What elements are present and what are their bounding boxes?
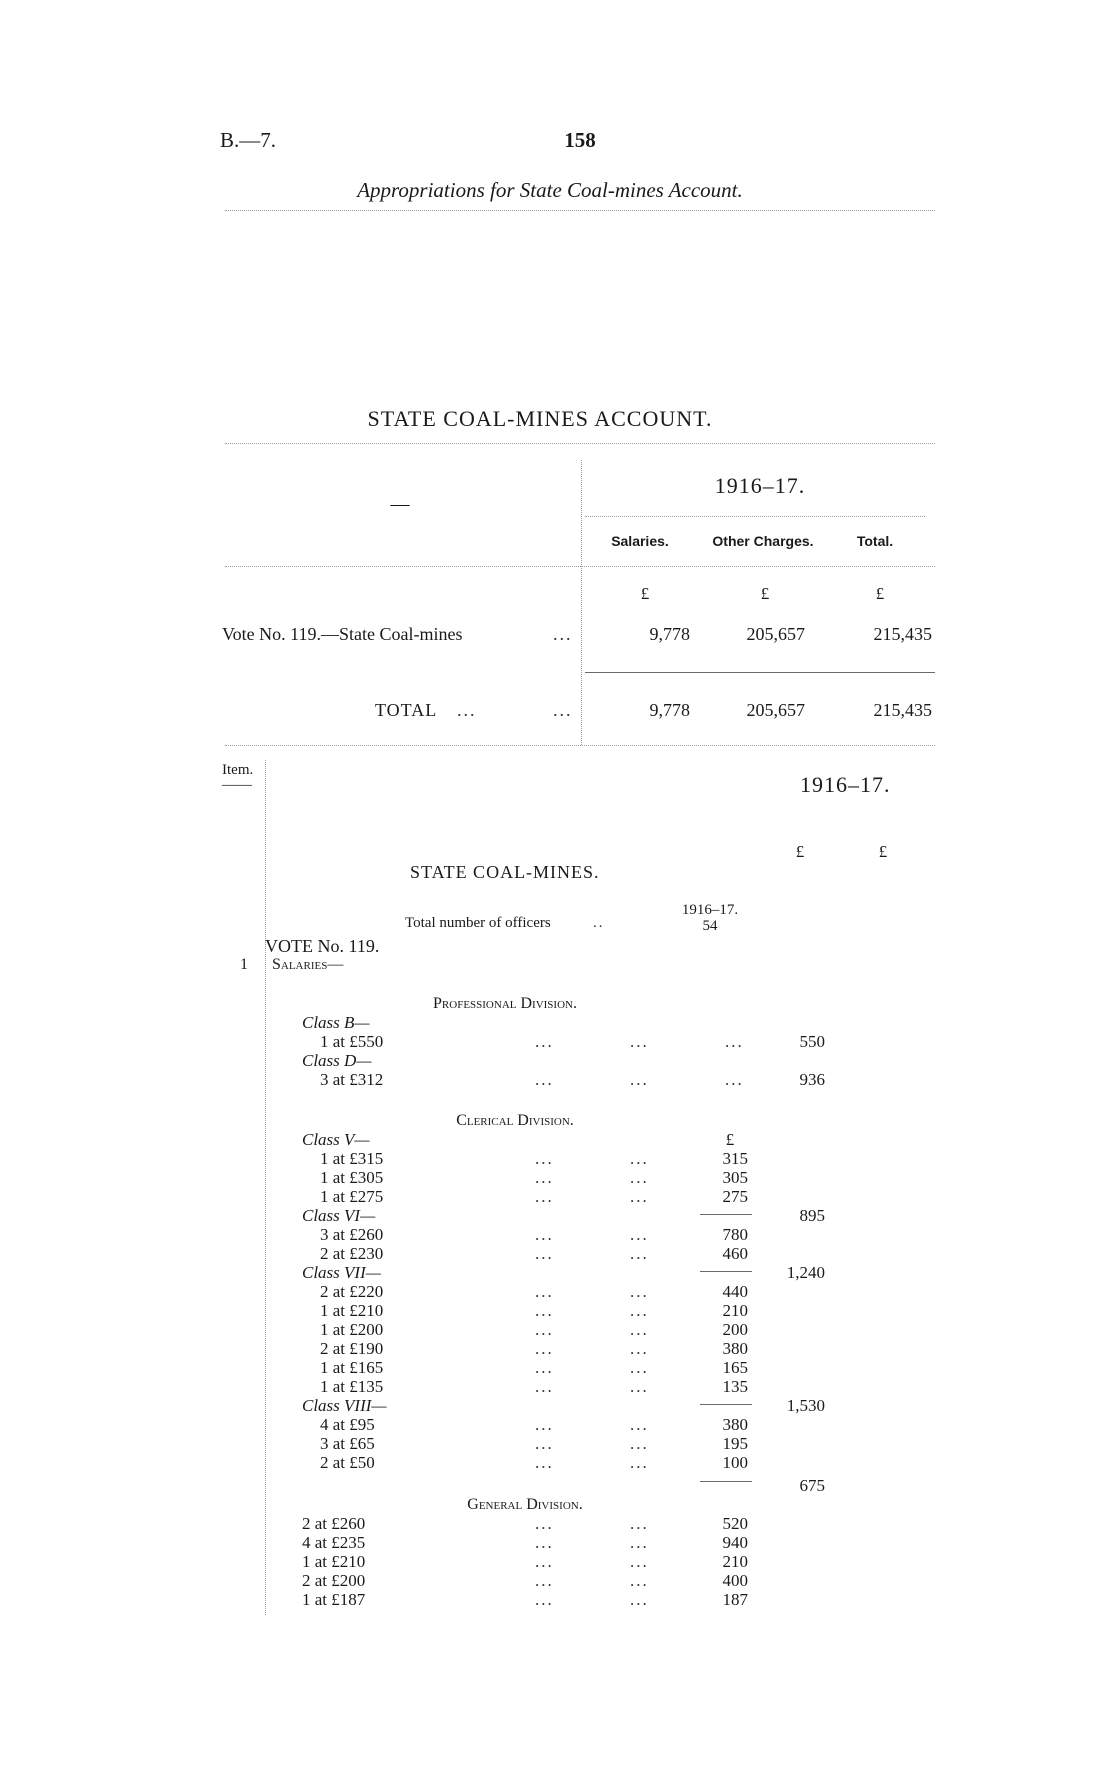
- summary-stub-divider: [581, 460, 582, 745]
- dot-leader: ...: [630, 1282, 649, 1301]
- page-number: 158: [564, 128, 596, 152]
- clerical-heading: Clerical Division.: [456, 1112, 574, 1129]
- class-b-leader-1: ...: [535, 1032, 554, 1051]
- dot-leader: ...: [630, 1514, 649, 1533]
- dot-leader: ...: [535, 1358, 554, 1377]
- currency-total: £: [875, 584, 885, 603]
- class-vii-line-4: 2 at £190: [320, 1339, 384, 1358]
- class-vi-total: 1,240: [786, 1263, 825, 1282]
- class-vii-subtotal-rule: [700, 1404, 752, 1405]
- dot-leader: ...: [535, 1301, 554, 1320]
- class-vii-amount-6: 135: [722, 1377, 748, 1396]
- class-vii-amount-1: 440: [722, 1282, 748, 1301]
- class-vi-line-2: 2 at £230: [320, 1244, 384, 1263]
- dot-leader: ...: [630, 1187, 649, 1206]
- class-viii-amount-2: 195: [722, 1434, 748, 1453]
- class-viii-line-3: 2 at £50: [320, 1453, 375, 1472]
- general-amount-5: 187: [722, 1590, 748, 1609]
- vote-row-total: 215,435: [873, 624, 932, 644]
- vote-row-other: 205,657: [746, 624, 805, 644]
- class-v-subtotal-rule: [700, 1214, 752, 1215]
- class-b-leader-2: ...: [630, 1032, 649, 1051]
- dot-leader: ...: [535, 1590, 554, 1609]
- item-column-dash: ——: [222, 777, 252, 793]
- class-vii-total: 1,530: [786, 1396, 825, 1415]
- currency-other: £: [760, 584, 770, 603]
- dot-leader: ...: [535, 1339, 554, 1358]
- class-viii-line-1: 4 at £95: [320, 1415, 375, 1434]
- total-leader-2: ...: [553, 700, 573, 720]
- total-other: 205,657: [746, 700, 805, 720]
- class-d-total: 936: [799, 1070, 825, 1089]
- class-vii-amount-4: 380: [722, 1339, 748, 1358]
- class-d-line: 3 at £312: [320, 1070, 384, 1089]
- dot-leader: ...: [630, 1571, 649, 1590]
- class-viii-total: 675: [799, 1476, 825, 1495]
- dot-leader: ...: [535, 1168, 554, 1187]
- report-reference: B.—7.: [220, 128, 277, 152]
- class-d-leader-1: ...: [535, 1070, 554, 1089]
- summary-total-rule: [585, 672, 935, 673]
- total-leader-1: ...: [457, 700, 477, 720]
- vote-number: VOTE No. 119.: [265, 936, 380, 956]
- class-vi-line-1: 3 at £260: [320, 1225, 384, 1244]
- class-v-amount-1: 315: [722, 1149, 748, 1168]
- vote-row-salaries: 9,778: [649, 624, 690, 644]
- col-total: Total.: [856, 533, 894, 549]
- dot-leader: ...: [630, 1552, 649, 1571]
- dot-leader: ...: [630, 1590, 649, 1609]
- detail-year: 1916–17.: [800, 772, 891, 797]
- summary-bottom-rule: [225, 745, 935, 746]
- header-rule: [225, 210, 935, 211]
- dot-leader: ...: [630, 1358, 649, 1377]
- general-line-4: 2 at £200: [302, 1571, 366, 1590]
- general-line-1: 2 at £260: [302, 1514, 366, 1533]
- class-vii-line-5: 1 at £165: [320, 1358, 384, 1377]
- class-v-label: Class V—: [302, 1130, 370, 1149]
- dot-leader: ...: [630, 1434, 649, 1453]
- dot-leader: ...: [535, 1187, 554, 1206]
- class-vii-amount-3: 200: [722, 1320, 748, 1339]
- total-salaries: 9,778: [649, 700, 690, 720]
- class-v-amount-3: 275: [722, 1187, 748, 1206]
- officers-year: 1916–17.: [681, 902, 739, 918]
- class-viii-subtotal-rule: [700, 1481, 752, 1482]
- class-b-total: 550: [799, 1032, 825, 1051]
- class-vii-label: Class VII—: [302, 1263, 381, 1282]
- dot-leader: ...: [630, 1168, 649, 1187]
- dot-leader: ...: [535, 1434, 554, 1453]
- dot-leader: ...: [630, 1149, 649, 1168]
- vote-row-label: Vote No. 119.—State Coal-mines: [222, 624, 463, 644]
- summary-stub-dash: —: [390, 494, 410, 515]
- dot-leader: ...: [535, 1282, 554, 1301]
- summary-head-rule: [225, 566, 935, 567]
- vote-row-leader: ...: [553, 624, 573, 644]
- general-amount-1: 520: [722, 1514, 748, 1533]
- class-viii-line-2: 3 at £65: [320, 1434, 375, 1453]
- dot-leader: ...: [630, 1244, 649, 1263]
- general-line-2: 4 at £235: [302, 1533, 366, 1552]
- class-vi-label: Class VI—: [302, 1206, 376, 1225]
- class-vi-amount-2: 460: [722, 1244, 748, 1263]
- class-b-line: 1 at £550: [320, 1032, 384, 1051]
- total-total: 215,435: [873, 700, 932, 720]
- class-vii-line-1: 2 at £220: [320, 1282, 384, 1301]
- col-other-charges: Other Charges.: [712, 533, 814, 549]
- general-line-5: 1 at £187: [302, 1590, 366, 1609]
- professional-heading: Professional Division.: [433, 995, 577, 1012]
- class-b-label: Class B—: [302, 1013, 370, 1032]
- dot-leader: ...: [535, 1552, 554, 1571]
- class-viii-label: Class VIII—: [302, 1396, 387, 1415]
- dot-leader: ...: [535, 1571, 554, 1590]
- general-heading: General Division.: [467, 1496, 583, 1513]
- dot-leader: ...: [630, 1301, 649, 1320]
- class-v-line-2: 1 at £305: [320, 1168, 384, 1187]
- class-vii-amount-2: 210: [722, 1301, 748, 1320]
- dot-leader: ...: [535, 1533, 554, 1552]
- dot-leader: ...: [535, 1453, 554, 1472]
- dot-leader: ...: [535, 1225, 554, 1244]
- officers-leader: ..: [593, 915, 605, 931]
- class-v-line-1: 1 at £315: [320, 1149, 384, 1168]
- class-v-line-3: 1 at £275: [320, 1187, 384, 1206]
- item-column-divider: [265, 760, 266, 1615]
- dot-leader: ...: [630, 1533, 649, 1552]
- dot-leader: ...: [535, 1377, 554, 1396]
- dot-leader: ...: [630, 1339, 649, 1358]
- class-b-leader-3: ...: [725, 1032, 744, 1051]
- officers-count: 54: [702, 918, 718, 934]
- item-column-label: Item.: [222, 762, 254, 778]
- dot-leader: ...: [630, 1377, 649, 1396]
- general-amount-2: 940: [722, 1533, 748, 1552]
- class-vii-line-2: 1 at £210: [320, 1301, 384, 1320]
- item-number: 1: [240, 956, 248, 973]
- dot-leader: ...: [535, 1244, 554, 1263]
- dot-leader: ...: [535, 1415, 554, 1434]
- class-d-label: Class D—: [302, 1051, 372, 1070]
- currency-salaries: £: [640, 584, 650, 603]
- officers-label: Total number of officers: [405, 915, 551, 931]
- summary-year-rule: [585, 516, 925, 517]
- col-salaries: Salaries.: [611, 533, 669, 549]
- total-label: TOTAL: [375, 700, 438, 720]
- class-d-leader-2: ...: [630, 1070, 649, 1089]
- pound-col-1: £: [795, 842, 805, 861]
- general-amount-4: 400: [722, 1571, 748, 1590]
- page-subtitle: Appropriations for State Coal-mines Account.: [357, 178, 743, 202]
- class-viii-amount-1: 380: [722, 1415, 748, 1434]
- dot-leader: ...: [630, 1415, 649, 1434]
- dot-leader: ...: [535, 1149, 554, 1168]
- dot-leader: ...: [630, 1225, 649, 1244]
- salaries-label: Salaries—: [272, 956, 344, 973]
- clerical-pound: £: [725, 1130, 735, 1149]
- summary-top-rule: [225, 443, 935, 444]
- class-d-leader-3: ...: [725, 1070, 744, 1089]
- dot-leader: ...: [630, 1320, 649, 1339]
- class-vii-line-6: 1 at £135: [320, 1377, 384, 1396]
- class-vii-amount-5: 165: [722, 1358, 748, 1377]
- class-vii-line-3: 1 at £200: [320, 1320, 384, 1339]
- pound-col-2: £: [878, 842, 888, 861]
- class-v-amount-2: 305: [722, 1168, 748, 1187]
- dot-leader: ...: [535, 1514, 554, 1533]
- dot-leader: ...: [535, 1320, 554, 1339]
- summary-year: 1916–17.: [714, 473, 806, 498]
- class-viii-amount-3: 100: [722, 1453, 748, 1472]
- section-title: STATE COAL-MINES.: [410, 862, 600, 882]
- class-vi-amount-1: 780: [722, 1225, 748, 1244]
- class-v-total: 895: [799, 1206, 825, 1225]
- summary-title: STATE COAL-MINES ACCOUNT.: [367, 406, 713, 431]
- class-vi-subtotal-rule: [700, 1271, 752, 1272]
- general-amount-3: 210: [722, 1552, 748, 1571]
- dot-leader: ...: [630, 1453, 649, 1472]
- general-line-3: 1 at £210: [302, 1552, 366, 1571]
